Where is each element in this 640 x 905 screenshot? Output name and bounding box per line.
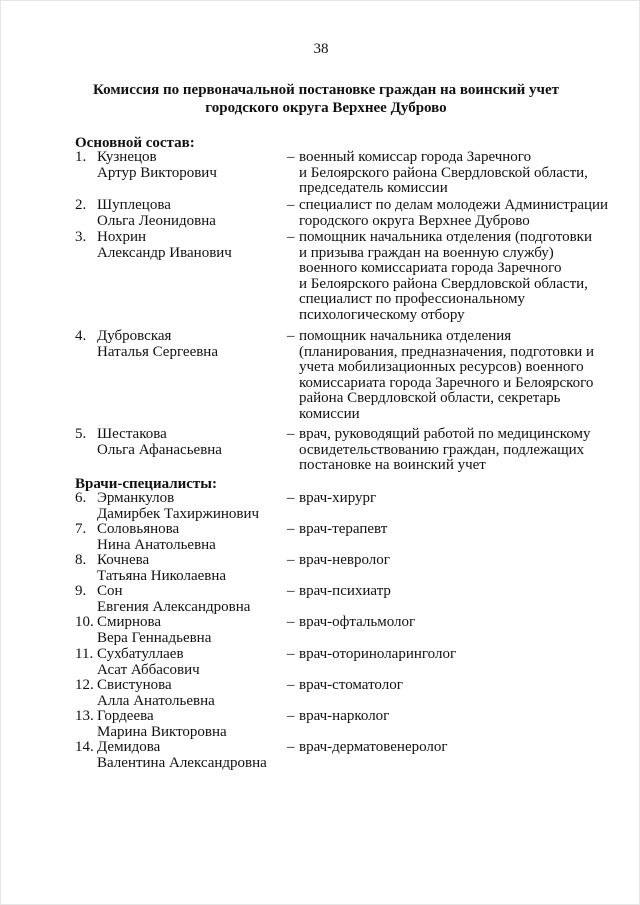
dash: –	[287, 328, 295, 344]
member-name	[97, 678, 287, 709]
role-line: и Белоярского района Свердловской области,	[299, 275, 588, 292]
role-line: врач-хирург	[299, 490, 377, 506]
dash: –	[287, 426, 295, 442]
surname: Шуплецова	[97, 197, 171, 213]
member-role	[299, 584, 615, 600]
given-names: Александр Иванович	[97, 244, 232, 261]
role-line: врач, руководящий работой по медицинскому	[299, 426, 591, 442]
given-names: Ольга Афанасьевна	[97, 441, 222, 458]
member-name	[97, 709, 287, 740]
role-line: военный комиссар города Заречного	[299, 149, 532, 165]
member-role	[299, 427, 615, 474]
role-line: помощник начальника отделения	[299, 328, 512, 344]
member-role	[299, 198, 615, 229]
member-role	[299, 491, 615, 507]
role-line: освидетельствованию граждан, подлежащих	[299, 441, 585, 458]
member-name	[97, 584, 287, 615]
entry-number: 8.	[75, 552, 87, 568]
dash: –	[287, 149, 295, 165]
role-line: врач-офтальмолог	[299, 614, 416, 630]
member-name	[97, 230, 287, 261]
dash: –	[287, 646, 295, 662]
given-names: Марина Викторовна	[97, 723, 227, 740]
surname: Сухбатуллаев	[97, 646, 184, 662]
role-line: врач-терапевт	[299, 521, 388, 537]
entry-number: 4.	[75, 328, 87, 344]
surname: Шестакова	[97, 426, 167, 442]
member-name	[97, 198, 287, 229]
page-number: 38	[313, 41, 329, 57]
dash: –	[287, 677, 295, 693]
given-names: Валентина Александровна	[97, 754, 267, 771]
dash: –	[287, 708, 295, 724]
entry-number: 7.	[75, 521, 87, 537]
entry-number: 1.	[75, 149, 87, 165]
dash: –	[287, 490, 295, 506]
entry-number: 6.	[75, 490, 87, 506]
role-line: специалист по делам молодежи Администрации	[299, 197, 609, 213]
member-role	[299, 553, 615, 569]
given-names: Нина Анатольевна	[97, 536, 216, 553]
entry-number: 10.	[75, 614, 94, 630]
role-line: врач-нарколог	[299, 708, 390, 724]
surname: Дубровская	[97, 328, 172, 344]
surname: Эрманкулов	[97, 490, 175, 506]
given-names: Дамирбек Тахиржинович	[97, 505, 260, 522]
member-role	[299, 647, 615, 663]
title-line: городского округа Верхнее Дуброво	[205, 100, 447, 116]
role-line: комиссии	[299, 405, 360, 422]
role-line: психологическому отбору	[299, 306, 465, 323]
member-name	[97, 553, 287, 584]
dash: –	[287, 521, 295, 537]
member-role	[299, 522, 615, 538]
entry-number: 12.	[75, 677, 94, 693]
role-line: городского округа Верхнее Дуброво	[299, 212, 530, 229]
role-line: военного комиссариата города Заречного	[299, 260, 562, 276]
dash: –	[287, 583, 295, 599]
role-line: учета мобилизационных ресурсов) военного	[299, 359, 584, 375]
surname: Нохрин	[97, 229, 147, 245]
role-line: (планирования, предназначения, подготовки и	[299, 343, 595, 360]
surname: Гордеева	[97, 708, 154, 724]
role-line: и Белоярского района Свердловской области,	[299, 164, 588, 181]
given-names: Ольга Леонидовна	[97, 212, 216, 229]
entry-number: 11.	[75, 646, 94, 662]
dash: –	[287, 552, 295, 568]
member-role	[299, 615, 615, 631]
role-line: специалист по профессиональному	[299, 291, 525, 307]
role-line: врач-оториноларинголог	[299, 646, 457, 662]
entry-number: 13.	[75, 708, 94, 724]
title-line: Комиссия по первоначальной постановке граждан на воинский учет	[93, 82, 559, 98]
role-line: врач-стоматолог	[299, 677, 403, 693]
surname: Кочнева	[97, 552, 150, 568]
member-name	[97, 427, 287, 458]
entry-number: 5.	[75, 426, 87, 442]
entry-number: 3.	[75, 229, 87, 245]
role-line: и призыва граждан на военную службу)	[299, 244, 554, 261]
surname: Кузнецов	[97, 149, 157, 165]
entry-number: 9.	[75, 583, 87, 599]
given-names: Татьяна Николаевна	[97, 567, 227, 584]
given-names: Вера Геннадьевна	[97, 629, 212, 646]
member-role	[299, 150, 615, 197]
role-line: врач-психиатр	[299, 583, 391, 599]
member-name	[97, 647, 287, 678]
role-line: председатель комиссии	[299, 180, 448, 196]
entry-number: 14.	[75, 739, 94, 755]
surname: Соловьянова	[97, 521, 180, 537]
member-name	[97, 740, 287, 771]
surname: Смирнова	[97, 614, 162, 630]
dash: –	[287, 197, 295, 213]
member-role	[299, 329, 615, 422]
surname: Свистунова	[97, 677, 172, 693]
given-names: Алла Анатольевна	[97, 692, 215, 709]
role-line: помощник начальника отделения (подготовки	[299, 229, 592, 245]
member-name	[97, 522, 287, 553]
document-title	[81, 81, 571, 117]
given-names: Артур Викторович	[97, 164, 217, 181]
given-names: Наталья Сергеевна	[97, 343, 218, 360]
member-role	[299, 709, 615, 725]
member-name	[97, 491, 287, 522]
dash: –	[287, 229, 295, 245]
dash: –	[287, 614, 295, 630]
role-line: врач-невролог	[299, 552, 390, 568]
member-role	[299, 740, 615, 756]
member-role	[299, 678, 615, 694]
member-role	[299, 230, 615, 323]
given-names: Евгения Александровна	[97, 598, 251, 615]
member-name	[97, 615, 287, 646]
member-name	[97, 329, 287, 360]
given-names: Асат Аббасович	[97, 661, 200, 678]
member-name	[97, 150, 287, 181]
role-line: района Свердловской области, секретарь	[299, 390, 561, 406]
role-line: постановке на воинский учет	[299, 457, 486, 473]
dash: –	[287, 739, 295, 755]
section-heading-main: Основной состав:	[75, 135, 195, 151]
surname: Демидова	[97, 739, 161, 755]
surname: Сон	[97, 583, 123, 599]
role-line: комиссариата города Заречного и Белоярского	[299, 374, 594, 391]
section-heading-doctors: Врачи-специалисты:	[75, 476, 218, 492]
entry-number: 2.	[75, 197, 87, 213]
role-line: врач-дерматовенеролог	[299, 739, 448, 755]
